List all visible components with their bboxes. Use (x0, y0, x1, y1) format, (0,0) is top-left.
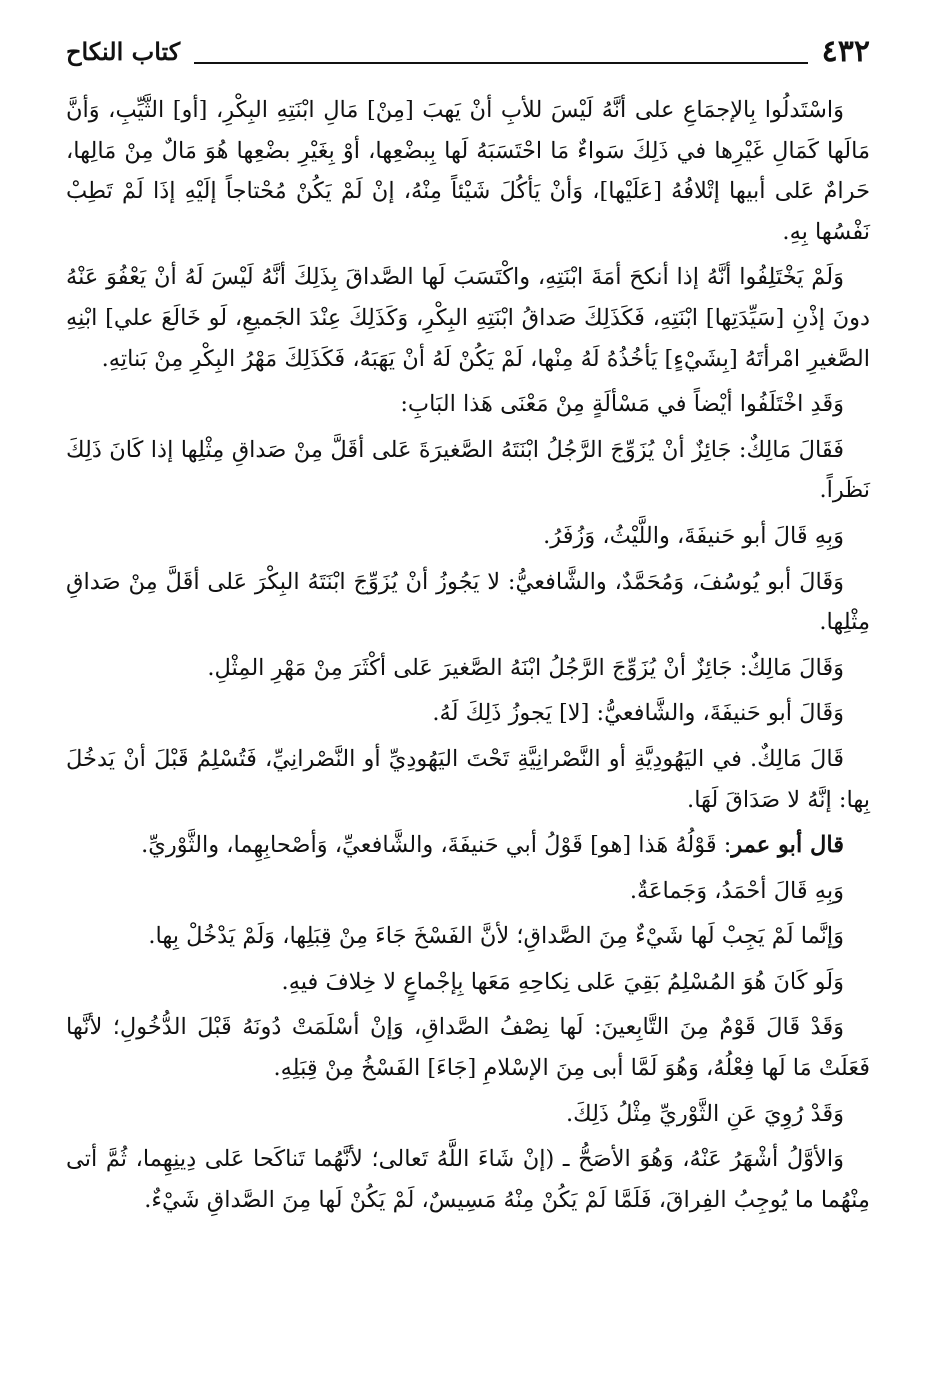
paragraph (66, 1094, 870, 1135)
paragraph (66, 384, 870, 425)
paragraph-text: وَقَالَ أبو يُوسُفَ، وَمُحَمَّدٌ، والشَّافعيُّ: لا يَجُوزُ أنْ يُزَوِّجَ ابْنَتَهُ البِكْرَ عَلى أقَلَّ مِنْ صَداقِ مِثْلِها. (66, 568, 870, 636)
paragraph-text: وَاسْتَدلُوا بِالإجمَاعِ على أنَّهُ لَيْسَ للأبِ أنْ يَهبَ [مِنْ] مَالِ ابْنَتِهِ البِكْرِ، [أو] الثَّيِّبِ، وَأنَّ مَالَها كَمَالِ غَيْرِها في ذَلِكَ سَواءٌ مَا احْتَسَبَهُ لَها بِبضْعِها، أوْ بِغَيْرِ بضْعِها هُوَ مَالٌ مِنْ مَالِها، حَرامٌ عَلى أبيها إتْلافُهُ [عَلَيْها]، وَأنْ يَأكُلَ شَيْئاً مِنْهُ، إنْ لَمْ يَكُنْ مُحْتاجاً إلَيْهِ إذَا لَمْ تَطِبْ نَفْسُها بِهِ. (66, 97, 870, 245)
paragraph (66, 916, 870, 957)
paragraph-text: : قَوْلُهُ هَذا [هو] قَوْلُ أبي حَنيفَةَ، والشَّافعيِّ، وَأصْحابِهِما، والثَّوْريِّ. (141, 832, 732, 859)
paragraph (66, 90, 870, 252)
paragraph-text: وَقَدِ اخْتَلَفُوا أيْضاً في مَسْألَةٍ مِنْ مَعْنَى هَذا البَابِ: (400, 391, 844, 418)
paragraph (66, 825, 870, 866)
header-rule (194, 62, 807, 64)
paragraph (66, 871, 870, 912)
paragraph (66, 562, 870, 643)
paragraph-text: وَبِهِ قَالَ أبو حَنيفَةَ، واللَّيْثُ، وَزُفَرُ. (543, 522, 844, 549)
paragraph (66, 1139, 870, 1220)
paragraph-text: فَقَالَ مَالِكٌ: جَائِزٌ أنْ يُزَوِّجَ الرَّجُلُ ابْنَتَهُ الصَّغيرَةَ عَلى أقَلَّ مِنْ صَداقِ مِثْلِها إذا كَانَ ذَلِكَ نَظَراً. (66, 436, 870, 504)
paragraph-text: وَلَو كَانَ هُوَ المُسْلِمُ بَقِيَ عَلى نِكاحِهِ مَعَها بِإجْماعٍ لا خِلافَ فيهِ. (281, 968, 844, 995)
paragraph-text: وَقَدْ رُوِيَ عَنِ الثَّوْريِّ مِثْلُ ذَلِكَ. (566, 1100, 844, 1127)
paragraph-text: وَالأوَّلُ أشْهَرُ عَنْهُ، وَهُوَ الأصَحُّ ـ (إنْ شَاءَ اللَّهُ تَعالى؛ لأنَّهُما تَناكَحا عَلى دِينِهِما، ثُمَّ أتى مِنْهُما ما يُوجِبُ الفِراقَ، فَلَمَّا لَمْ يَكُنْ مِنْهُ مَسِيسٌ، لَمْ يَكُنْ لَها مِنَ الصَّداقِ شَيْءٌ. (66, 1146, 870, 1213)
paragraph-text: وَبِهِ قَالَ أحْمَدُ، وَجَماعَةٌ. (629, 877, 844, 904)
paragraph-text: قَالَ مَالِكٌ. في اليَهُودِيَّةِ أو النَّصْرانِيَّةِ تَحْتَ اليَهُودِيِّ أو النَّصْرانِيِّ، فَتُسْلِمُ قَبْلَ أنْ يَدخُلَ بِها: إنَّهُ لا صَدَاقَ لَهَا. (66, 745, 870, 813)
paragraph (66, 739, 870, 820)
paragraph-text: وَلَمْ يَخْتَلِفُوا أنَّهُ إذا أنكحَ أمَةَ ابْنَتِهِ، واكْتَسَبَ لَها الصَّداقَ بِذَلِكَ أنَّهُ لَيْسَ لَهُ أنْ يَعْفُوَ عَنْهُ دونَ إذْنِ [سَيِّدَتِها] ابْنَتِهِ، فَكَذَلِكَ صَداقُ ابْنَتِهِ البِكْرِ، وَكَذَلِكَ عِنْدَ الجَميعِ، لَو خَالَعَ علي] ابْنِهِ الصَّغيرِ امْرأتَهُ [بِشَيْءٍ] يَأخُذُهُ لَهُ مِنْها، لَمْ يَكُنْ لَهُ أنْ يَهَبَهُ، فَكَذَلِكَ مَهْرُ البِكْرِ مِنْ بَناتِهِ. (66, 264, 870, 372)
paragraph (66, 962, 870, 1003)
running-title: كتاب النكاح (66, 37, 181, 66)
paragraph (66, 693, 870, 734)
paragraph-text: وَقَالَ أبو حَنيفَةَ، والشَّافعيُّ: [لا] يَجوزُ ذَلِكَ لَهُ. (432, 700, 844, 727)
paragraph (66, 648, 870, 689)
paragraph-text: وَقَدْ قَالَ قَوْمٌ مِنَ التَّابِعينَ: لَها نِصْفُ الصَّداقِ، وَإنْ أسْلَمَتْ دُونَهُ قَبْلَ الدُّخُولِ؛ لأنَّها فَعَلَتْ مَا لَها فِعْلُهُ، وَهُوَ لَمَّا أبى مِنَ الإسْلامِ [جَاءَ] الفَسْخُ مِنْ قِبَلِهِ. (66, 1014, 870, 1082)
paragraph-text: وَإنَّما لَمْ يَجِبْ لَها شَيْءٌ مِنَ الصَّداقِ؛ لأنَّ الفَسْخَ جَاءَ مِنْ قِبَلِها، وَلَمْ يَدْخُلْ بِها. (148, 923, 844, 950)
paragraph (66, 1007, 870, 1088)
speaker-label: قال أبو عمر (731, 832, 844, 859)
page-body (66, 90, 870, 1220)
paragraph-text: وَقَالَ مَالِكٌ: جَائِزٌ أنْ يُزَوِّجَ الرَّجُلُ ابْنَهُ الصَّغيرَ عَلى أكْثَرَ مِنْ مَهْرِ المِثْلِ. (207, 654, 844, 681)
paragraph (66, 516, 870, 557)
paragraph (66, 430, 870, 511)
page-number: ٤٣٢ (821, 34, 870, 69)
page-header (66, 30, 870, 70)
paragraph (66, 257, 870, 379)
